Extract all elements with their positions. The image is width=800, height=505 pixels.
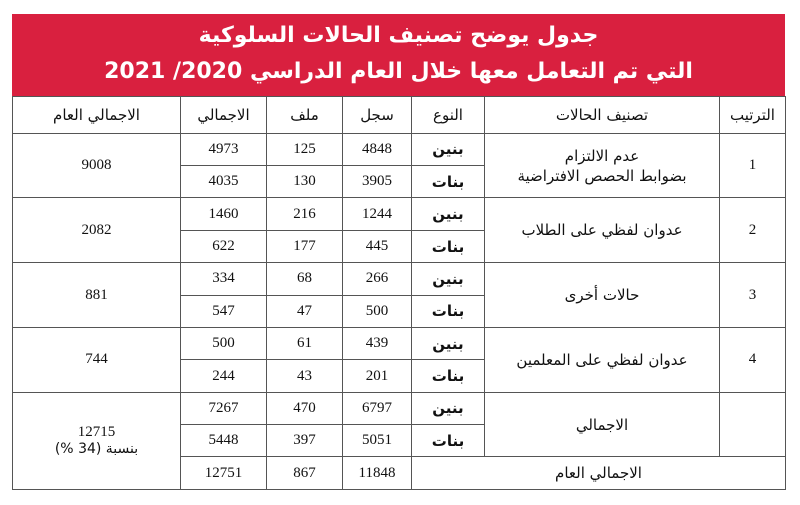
type-cell: بنين (412, 198, 485, 230)
type-cell: بنين (412, 327, 485, 359)
general-total-cell: 881 (13, 263, 181, 328)
record-cell: 201 (343, 360, 412, 392)
total-cell: 4973 (181, 133, 267, 165)
header-record: سجل (343, 97, 412, 134)
total-cell: 4035 (181, 166, 267, 198)
table-row (13, 392, 786, 424)
rank-cell-empty (720, 392, 786, 457)
category-cell: عدوان لفظي على الطلاب (485, 198, 720, 263)
file-cell: 216 (267, 198, 343, 230)
title-line-1: جدول يوضح تصنيف الحالات السلوكية (198, 23, 599, 48)
type-cell: بنات (412, 230, 485, 262)
type-cell: بنين (412, 133, 485, 165)
record-cell: 6797 (343, 392, 412, 424)
rank-cell: 2 (720, 198, 786, 263)
type-cell: بنات (412, 295, 485, 327)
header-general-total: الاجمالي العام (13, 97, 181, 134)
file-cell: 177 (267, 230, 343, 262)
record-cell: 439 (343, 327, 412, 359)
title-banner (12, 14, 785, 96)
record-cell: 3905 (343, 166, 412, 198)
record-cell: 500 (343, 295, 412, 327)
rank-cell: 3 (720, 263, 786, 328)
type-cell: بنات (412, 360, 485, 392)
totals-label-cell: الاجمالي (485, 392, 720, 457)
file-cell: 43 (267, 360, 343, 392)
table-row (13, 327, 786, 359)
type-cell: بنات (412, 166, 485, 198)
title-line-2: التي تم التعامل معها خلال العام الدراسي 2020/ 2021 (104, 59, 693, 84)
category-cell: حالات أخرى (485, 263, 720, 328)
file-cell: 470 (267, 392, 343, 424)
grand-total-total: 12751 (181, 457, 267, 490)
table-row (13, 263, 786, 295)
total-cell: 334 (181, 263, 267, 295)
general-total-cell: 2082 (13, 198, 181, 263)
table-row (13, 133, 786, 165)
file-cell: 125 (267, 133, 343, 165)
total-cell: 1460 (181, 198, 267, 230)
file-cell: 47 (267, 295, 343, 327)
category-line-1: عدم الالتزام (564, 146, 640, 165)
file-cell: 397 (267, 425, 343, 457)
record-cell: 266 (343, 263, 412, 295)
total-cell: 5448 (181, 425, 267, 457)
total-cell: 7267 (181, 392, 267, 424)
general-total-cell: 9008 (13, 133, 181, 198)
file-cell: 68 (267, 263, 343, 295)
total-cell: 622 (181, 230, 267, 262)
rank-cell: 4 (720, 327, 786, 392)
record-cell: 5051 (343, 425, 412, 457)
general-total-cell: 744 (13, 327, 181, 392)
header-category: تصنيف الحالات (485, 97, 720, 134)
header-row (13, 97, 786, 134)
overall-total-cell (13, 392, 181, 489)
record-cell: 1244 (343, 198, 412, 230)
record-cell: 445 (343, 230, 412, 262)
behavior-cases-sheet (12, 14, 785, 490)
header-type: النوع (412, 97, 485, 134)
total-cell: 244 (181, 360, 267, 392)
category-line-2: بضوابط الحصص الافتراضية (517, 166, 687, 185)
grand-total-label: الاجمالي العام (412, 457, 786, 490)
grand-total-file: 867 (267, 457, 343, 490)
file-cell: 61 (267, 327, 343, 359)
rank-cell: 1 (720, 133, 786, 198)
grand-total-record: 11848 (343, 457, 412, 490)
record-cell: 4848 (343, 133, 412, 165)
table-row (13, 198, 786, 230)
type-cell: بنين (412, 392, 485, 424)
cases-table (12, 96, 786, 490)
total-cell: 547 (181, 295, 267, 327)
category-cell (485, 133, 720, 198)
header-rank: الترتيب (720, 97, 786, 134)
header-total: الاجمالي (181, 97, 267, 134)
overall-total-value: 12715 (77, 424, 116, 441)
type-cell: بنات (412, 425, 485, 457)
header-file: ملف (267, 97, 343, 134)
type-cell: بنين (412, 263, 485, 295)
overall-total-percentage: بنسبة (34 %) (54, 441, 139, 458)
total-cell: 500 (181, 327, 267, 359)
file-cell: 130 (267, 166, 343, 198)
category-cell: عدوان لفظي على المعلمين (485, 327, 720, 392)
